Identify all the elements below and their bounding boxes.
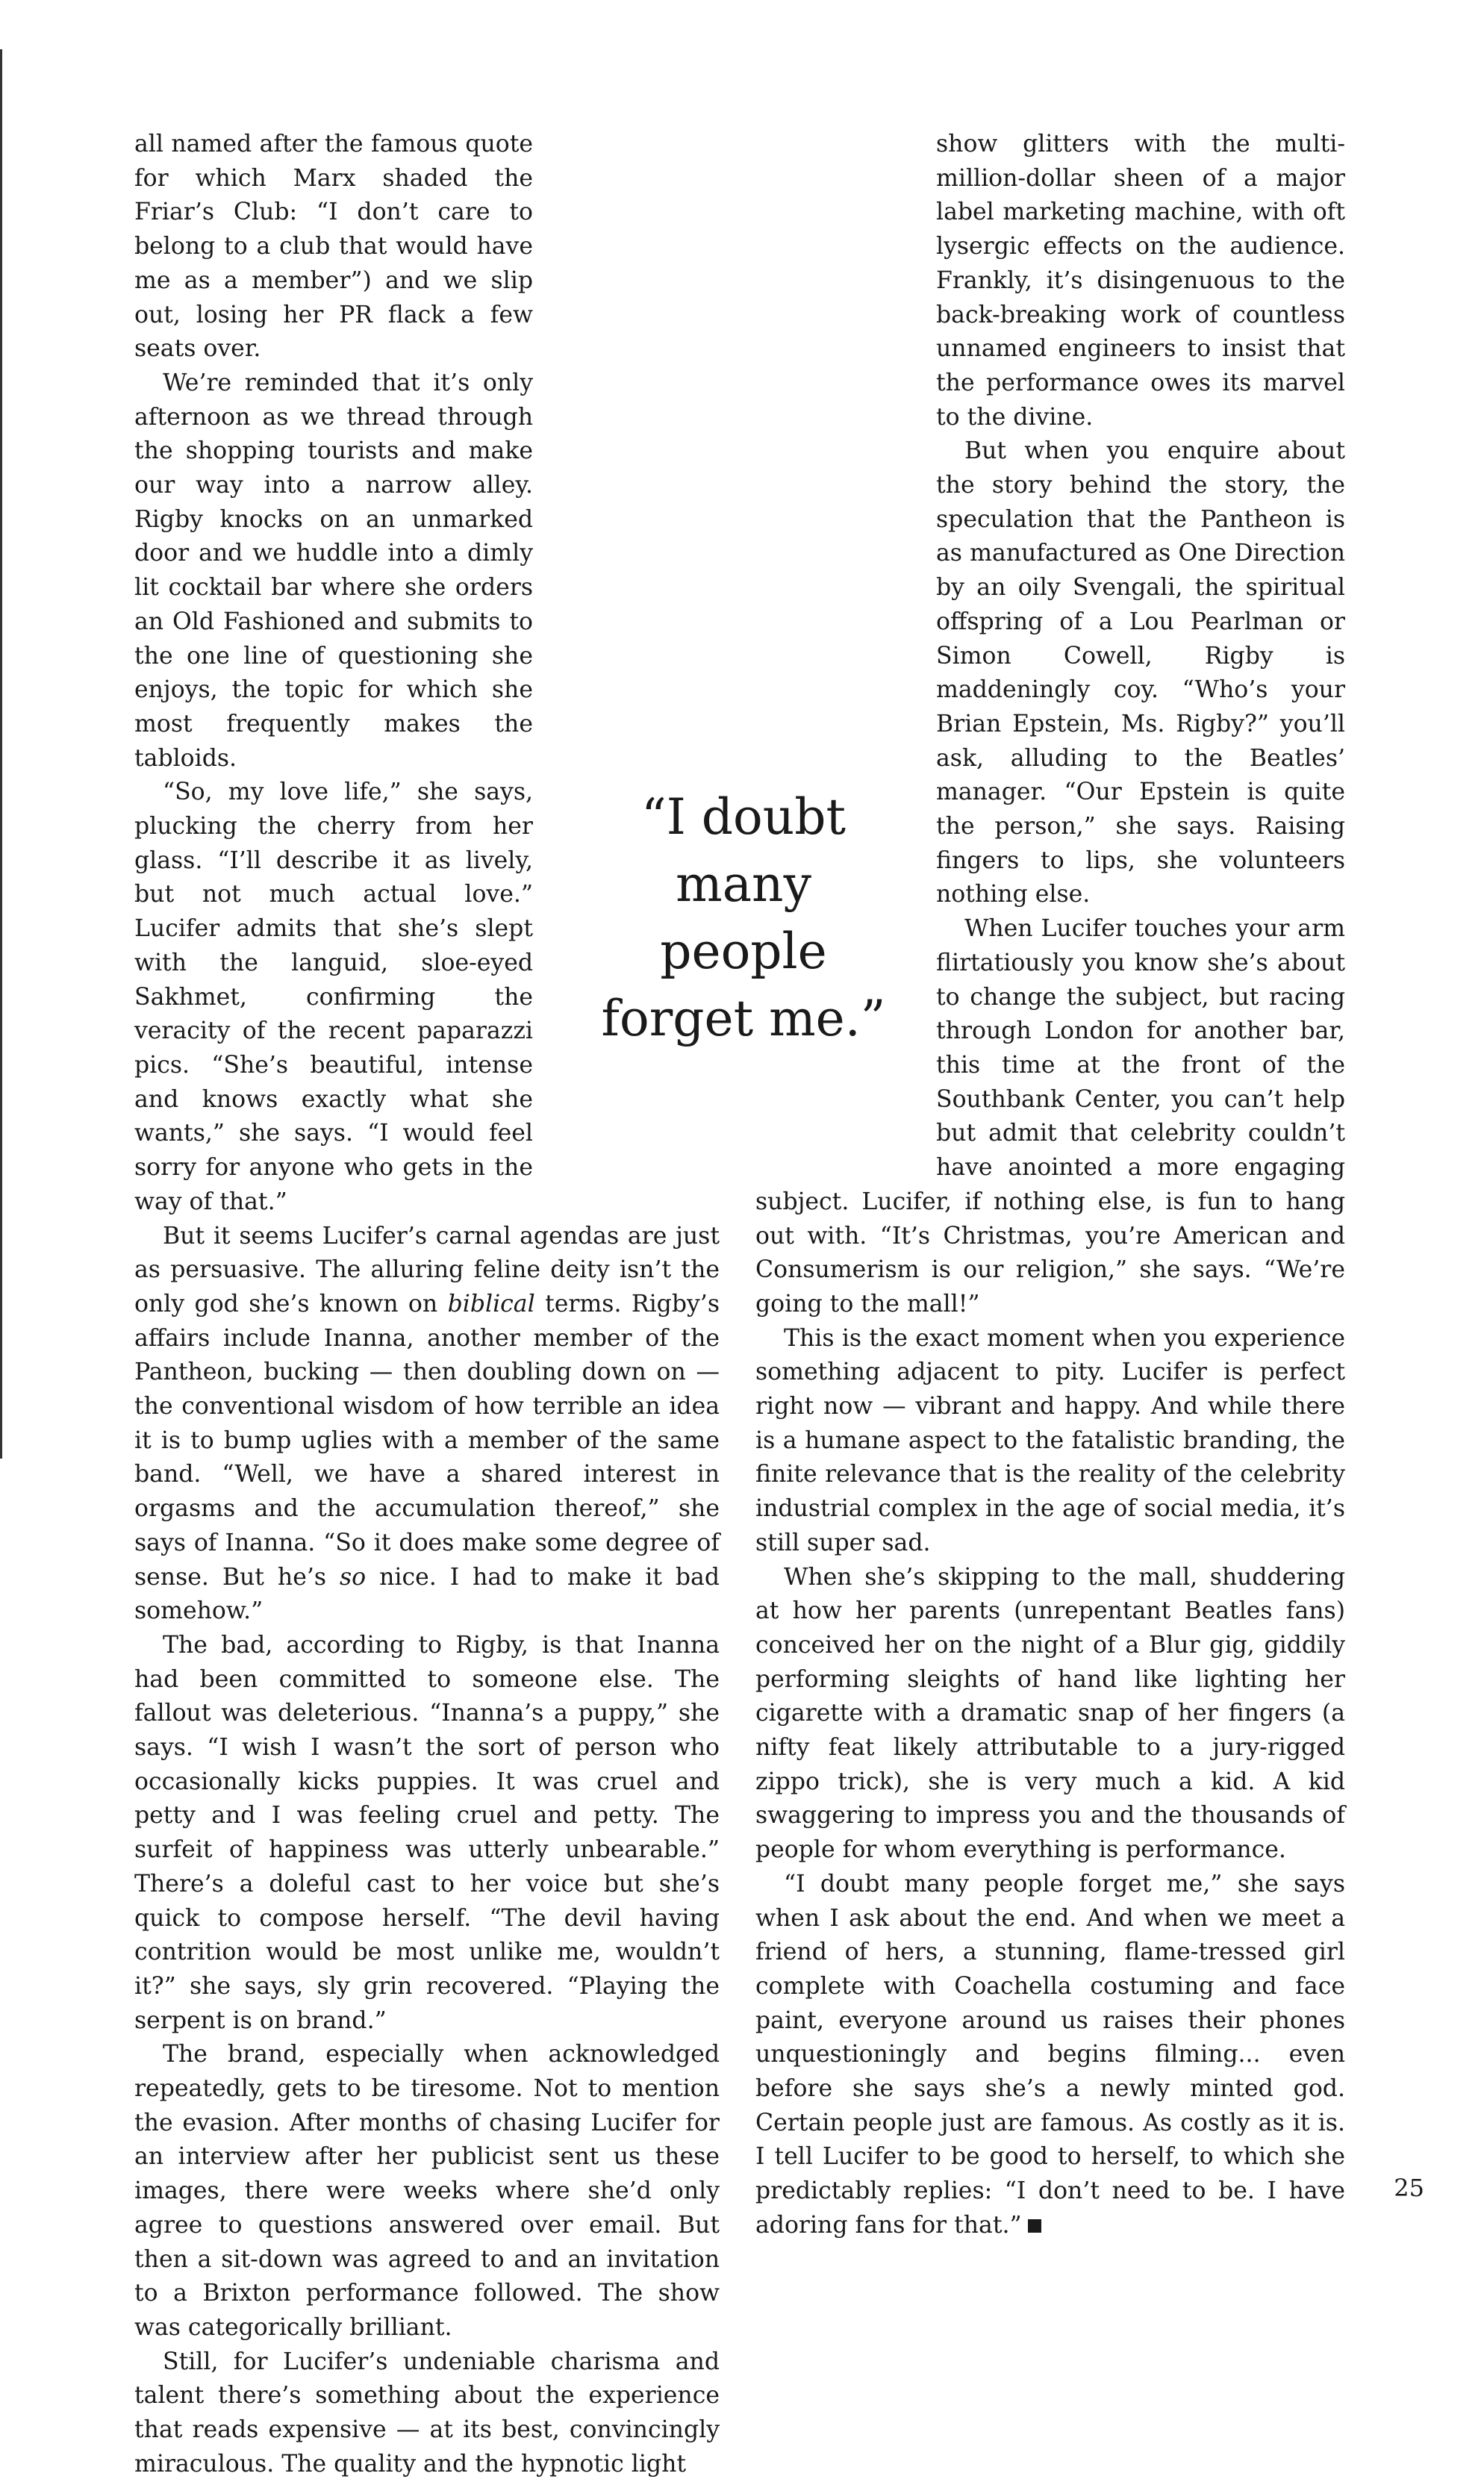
left-paragraph-5: The bad, according to Rigby, is that Inanna had been committed to someone else. The fallout was deleterious. “Inanna’s a puppy,” she says. “I wish I wasn’t the sort of person who occasionally kicks puppies. It was cruel and petty and I was feeling cruel and petty. The surfeit of happiness was utterly unbearable.” There’s a doleful cast to her voice but she’s quick to compose herself. “The devil having contrition would be most unlike me, wouldn’t it?” she says, sly grin recovered. “Playing the serpent is on brand.” [134, 1631, 720, 2034]
left-paragraph-1: all named after the famous quote for which Marx shaded the Friar’s Club: “I don’t care to belong to a club that would have me as a member”) and we slip out, losing her PR flack a few seats over. [134, 131, 533, 363]
right-paragraph-3: When Lucifer touches your arm flirtatiously you know she’s about to change the subject, but racing through London for another bar, this time at the front of the Southbank Center, you can’t help but admit that celebrity couldn’t have anointed a more engaging subject. Lucifer, if nothing else, is fun to hang out with. “It’s Christmas, you’re American and Consumerism is our religion,” she says. “We’re going to the mall!” [755, 915, 1345, 1318]
left-paragraph-4-part-c: nice. I had to make it bad somehow.” [134, 1563, 720, 1625]
left-paragraph-4-emphasis: biblical [447, 1290, 535, 1318]
left-paragraph-4-emphasis-2: so [339, 1563, 367, 1591]
right-paragraph-2: But when you enquire about the story behind the story, the speculation that the Pantheon is as manufactured as One Direction by an oily Svengali, the spiritual offspring of a Lou Pearlman or Simon Cowell, Rigby is maddeningly coy. “Who’s your Brian Epstein, Ms. Rigby?” you’ll ask, alluding to the Beatles’ manager. “Our Epstein is quite the person,” she says. Raising fingers to lips, she volunteers nothing else. [936, 437, 1345, 908]
left-paragraph-4-part-b: terms. Rigby’s affairs include Inanna, another member of the Pantheon, bucking — then doubling down on — the conventional wisdom of how terrible an idea it is to bump uglies with a member of the same band. “Well, we have a shared interest in orgasms and the accumulation thereof,” she says of Inanna. “So it does make some degree of sense. But he’s [134, 1290, 720, 1591]
page-number: 25 [1394, 2174, 1424, 2202]
left-paragraph-4 [134, 1220, 720, 1629]
pull-quote [587, 784, 900, 1053]
right-column [755, 128, 1345, 2243]
right-paragraph-1: show glitters with the multi-million-dollar sheen of a major label marketing machine, with oft lysergic effects on the audience. Frankly, it’s disingenuous to the back-breaking work of countless unnamed engineers to insist that the performance owes its marvel to the divine. [936, 131, 1345, 431]
end-of-article-square-icon [1028, 2219, 1041, 2233]
left-paragraph-3: “So, my love life,” she says, plucking the cherry from her glass. “I’ll describe it as lively, but not much actual love.” Lucifer admits that she’s slept with the languid, sloe-eyed Sakhmet, confirming the veracity of the recent paparazzi pics. “She’s beautiful, intense and knows exactly what she wants,” she says. “I would feel sorry for anyone who gets in the way of that.” [134, 779, 533, 1215]
right-paragraph-6 [755, 1868, 1345, 2243]
pull-quote-line-1: “I doubt [640, 788, 847, 846]
right-paragraph-6-text: “I doubt many people forget me,” she says when I ask about the end. And when we meet a friend of hers, a stunning, flame-tressed girl complete with Coachella costuming and face paint, everyone around us raises their phones unquestioningly and begins filming... even before she says she’s a newly minted god. Certain people just are famous. As costly as it is. I tell Lucifer to be good to herself, to which she predictably replies: “I don’t need to be. I have adoring fans for that.” [755, 1870, 1345, 2239]
binding-line [0, 49, 2, 1459]
pull-quote-line-3: people [660, 923, 827, 980]
left-paragraph-7: Still, for Lucifer’s undeniable charisma and talent there’s something about the experience that reads expensive — at its best, convincingly miraculous. The quality and the hypnotic light [134, 2348, 720, 2478]
left-paragraph-6: The brand, especially when acknowledged repeatedly, gets to be tiresome. Not to mention the evasion. After months of chasing Lucifer for an interview after her publicist sent us these images, there were weeks where she’d only agree to questions answered over email. But then a sit-down was agreed to and an invitation to a Brixton performance followed. The show was categorically brilliant. [134, 2041, 720, 2341]
left-column [134, 128, 720, 2482]
pull-quote-line-2: many [676, 855, 811, 913]
pull-quote-line-4: forget me.” [601, 990, 886, 1047]
left-paragraph-2: We’re reminded that it’s only afternoon as we thread through the shopping tourists and make our way into a narrow alley. Rigby knocks on an unmarked door and we huddle into a dimly lit cocktail bar where she orders an Old Fashioned and submits to the one line of questioning she enjoys, the topic for which she most frequently makes the tabloids. [134, 369, 533, 772]
right-paragraph-4: This is the exact moment when you experience something adjacent to pity. Lucifer is perfect right now — vibrant and happy. And while there is a humane aspect to the fatalistic branding, the finite relevance that is the reality of the celebrity industrial complex in the age of social media, it’s still super sad. [755, 1324, 1345, 1556]
right-paragraph-5: When she’s skipping to the mall, shuddering at how her parents (unrepentant Beatles fans) conceived her on the night of a Blur gig, giddily performing sleights of hand like lighting her cigarette with a dramatic snap of her fingers (a nifty feat likely attributable to a jury-rigged zippo trick), she is very much a kid. A kid swaggering to impress you and the thousands of people for whom everything is performance. [755, 1563, 1345, 1864]
left-paragraph-4-part-a: But it seems Lucifer’s carnal agendas are just as persuasive. The alluring feline deity isn’t the only god she’s known on [134, 1222, 720, 1318]
